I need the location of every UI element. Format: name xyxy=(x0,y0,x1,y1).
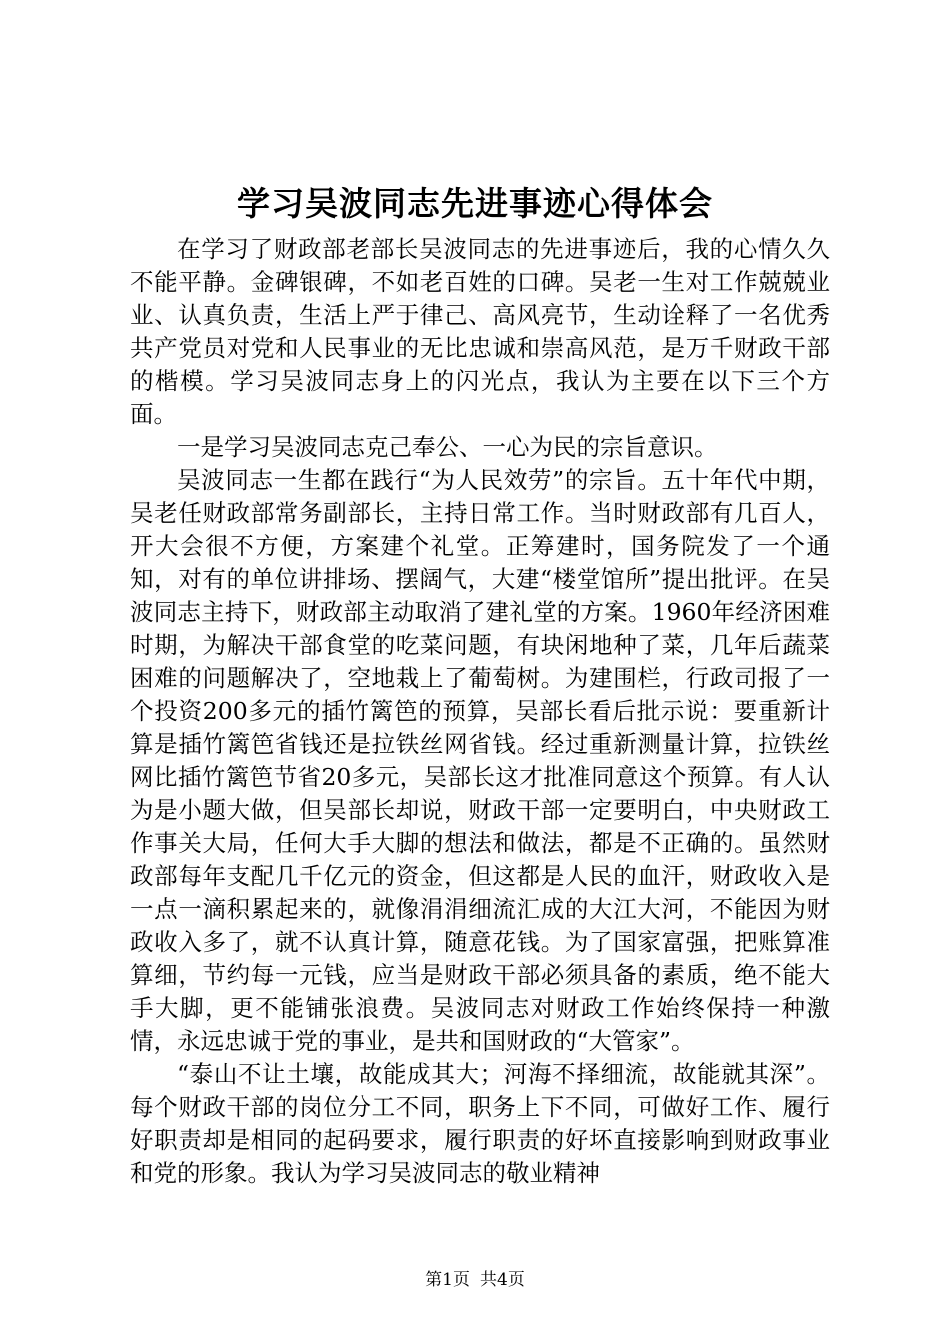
page-total: 共4页 xyxy=(480,1270,525,1290)
page-number: 第1页 xyxy=(425,1270,470,1290)
page-footer xyxy=(0,1268,950,1292)
paragraph-story: 吴波同志一生都在践行“为人民效劳”的宗旨。五十年代中期，吴老任财政部常务副部长，主持日常工作。当时财政部有几百人，开大会很不方便，方案建个礼堂。正筹建时，国务院发了一个通知，对有的单位讲排场、摆阔气，大建“楼堂馆所”提出批评。在吴波同志主持下，财政部主动取消了建礼堂的方案。1960年经济困难时期，为解决干部食堂的吃菜问题，有块闲地种了菜，几年后蔬菜困难的问题解决了，空地栽上了葡萄树。为建围栏，行政司报了一个投资200多元的插竹篱笆的预算，吴部长看后批示说：要重新计算是插竹篱笆省钱还是拉铁丝网省钱。经过重新测量计算，拉铁丝网比插竹篱笆节省20多元，吴部长这才批准同意这个预算。有人认为是小题大做，但吴部长却说，财政干部一定要明白，中央财政工作事关大局，任何大手大脚的想法和做法，都是不正确的。虽然财政部每年支配几千亿元的资金，但这都是人民的血汗，财政收入是一点一滴积累起来的，就像涓涓细流汇成的大江大河，不能因为财政收入多了，就不认真计算，随意花钱。为了国家富强，把账算准算细，节约每一元钱，应当是财政干部必须具备的素质，绝不能大手大脚，更不能铺张浪费。吴波同志对财政工作始终保持一种激情，永远忠诚于党的事业，是共和国财政的“大管家”。 xyxy=(130,466,830,1055)
document-body xyxy=(130,233,830,1190)
paragraph-intro: 在学习了财政部老部长吴波同志的先进事迹后，我的心情久久不能平静。金碑银碑，不如老百姓的口碑。吴老一生对工作兢兢业业、认真负责，生活上严于律己、高风亮节，生动诠释了一名优秀共产党员对党和人民事业的无比忠诚和崇高风范，是万千财政干部的楷模。学习吴波同志身上的闪光点，我认为主要在以下三个方面。 xyxy=(130,235,830,428)
document-title: 学习吴波同志先进事迹心得体会 xyxy=(237,184,713,223)
paragraph-point-one: 一是学习吴波同志克己奉公、一心为民的宗旨意识。 xyxy=(177,433,718,461)
paragraph-quote: “泰山不让土壤，故能成其大；河海不择细流，故能就其深”。每个财政干部的岗位分工不同，职务上下不同，可做好工作、履行好职责却是相同的起码要求，履行职责的好坏直接影响到财政事业和党的形象。我认为学习吴波同志的敬业精神 xyxy=(130,1060,830,1187)
